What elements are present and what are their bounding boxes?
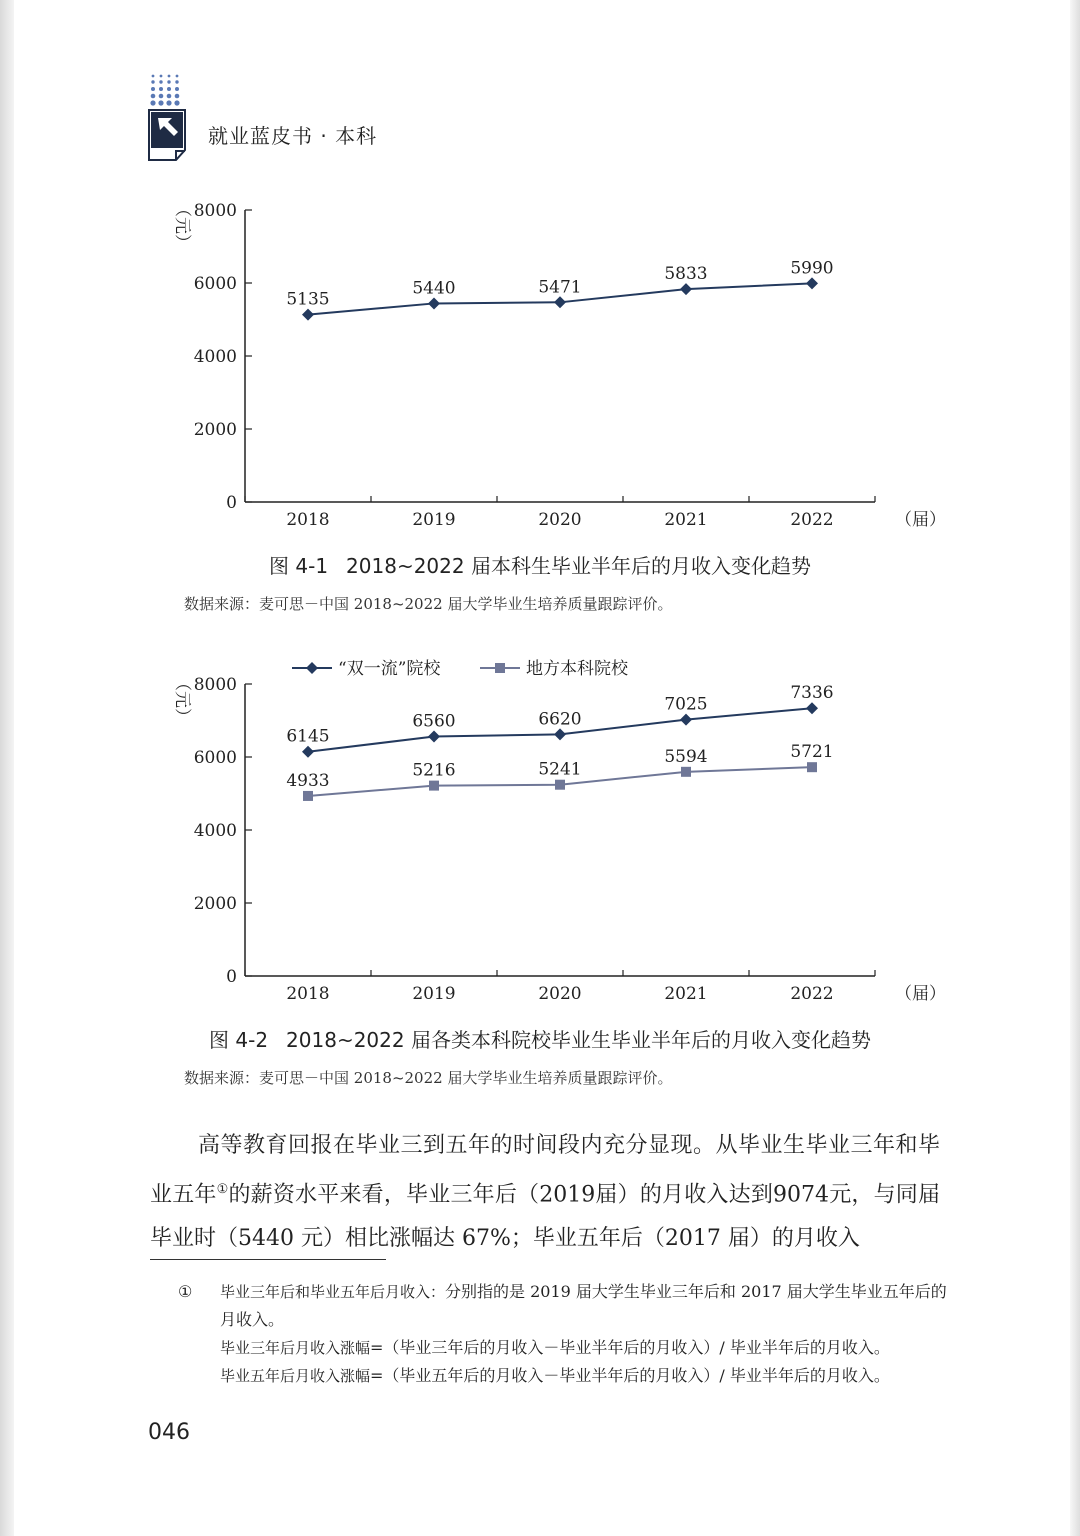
y-tick-label: 6000 (193, 274, 237, 294)
x-tick-label: 2018 (286, 984, 330, 1004)
y-tick-label: 0 (226, 967, 237, 987)
chart-monthly-income (0, 190, 1080, 530)
data-source: 数据来源：麦可思－中国 2018~2022 届大学毕业生培养质量跟踪评价。 (184, 1069, 673, 1087)
figure-caption (0, 550, 1080, 579)
legend-label: “双一流”院校 (338, 659, 441, 679)
data-point (303, 791, 313, 801)
data-label: 5216 (412, 760, 456, 781)
footnote-text: =（毕业五年后的月收入－毕业半年后的月收入）/ 毕业半年后的月收入。 (370, 1366, 890, 1385)
header-title: 就业蓝皮书 · 本科 (208, 124, 378, 148)
footnote-divider (150, 1259, 386, 1260)
data-point (555, 780, 565, 790)
y-unit-label: （元） (172, 674, 192, 725)
figure-number: 图 4-2 (209, 1028, 269, 1052)
book-logo-icon (146, 72, 192, 164)
footnote-text: =（毕业三年后的月收入－毕业半年后的月收入）/ 毕业半年后的月收入。 (370, 1338, 890, 1357)
x-tick-label: 2020 (538, 510, 582, 530)
data-label: 5594 (664, 746, 708, 767)
footnote-body (220, 1278, 958, 1390)
x-unit-label: （届） (895, 510, 946, 530)
y-tick-label: 2000 (193, 894, 237, 914)
figure-title: 2018~2022 届各类本科院校毕业生毕业半年后的月收入变化趋势 (286, 1028, 871, 1052)
line-chart-2 (0, 650, 1080, 1010)
x-tick-label: 2021 (664, 984, 708, 1004)
footnote-line (220, 1362, 958, 1390)
y-tick-label: 2000 (193, 420, 237, 440)
footnote-term: 毕业五年后月收入涨幅 (220, 1367, 371, 1385)
data-point (806, 277, 818, 289)
y-unit-label: （元） (172, 200, 192, 251)
data-label: 7336 (790, 683, 834, 704)
page-number: 046 (148, 1420, 190, 1445)
footnote-line (220, 1334, 958, 1362)
footnote-term: 毕业三年后和毕业五年后月收入： (220, 1283, 446, 1301)
y-tick-label: 0 (226, 493, 237, 513)
data-label: 4933 (286, 770, 330, 791)
data-point (681, 767, 691, 777)
footnote-line (220, 1278, 958, 1334)
paragraph-text: 的薪资水平来看，毕业三年后（2019届）的月收入达到9074元，与同届毕业时（5440 元）相比涨幅达 67%；毕业五年后（2017 届）的月收入 (150, 1182, 940, 1252)
paragraph-text: 高等教育回报在毕业三到五年的时间段内充分显现。从毕业生毕业三年和毕业五年 (150, 1133, 940, 1208)
data-point (554, 728, 566, 740)
data-point (680, 283, 692, 295)
legend-marker (495, 663, 505, 673)
y-tick-label: 8000 (193, 201, 237, 221)
chart-income-by-school-type (0, 650, 1080, 1010)
x-tick-label: 2018 (286, 510, 330, 530)
data-label: 7025 (664, 694, 708, 715)
data-label: 5990 (790, 258, 834, 279)
footnote-term: 毕业三年后月收入涨幅 (220, 1339, 371, 1357)
data-label: 5440 (412, 278, 456, 299)
data-point (806, 702, 818, 714)
x-tick-label: 2019 (412, 510, 456, 530)
y-tick-label: 4000 (193, 347, 237, 367)
y-tick-label: 4000 (193, 821, 237, 841)
figure-caption (0, 1024, 1080, 1053)
data-point (428, 731, 440, 743)
data-point (302, 746, 314, 758)
x-tick-label: 2022 (790, 984, 834, 1004)
data-label: 5471 (538, 277, 582, 298)
data-point (680, 714, 692, 726)
x-tick-label: 2022 (790, 510, 834, 530)
data-label: 6145 (286, 726, 330, 747)
x-tick-label: 2021 (664, 510, 708, 530)
data-point (554, 296, 566, 308)
data-label: 5241 (538, 759, 582, 780)
data-label: 6620 (538, 709, 582, 730)
x-tick-label: 2019 (412, 984, 456, 1004)
data-point (428, 297, 440, 309)
footnote-reference: ① (216, 1182, 229, 1197)
footnote-mark: ① (178, 1282, 193, 1301)
data-label: 6560 (412, 711, 456, 732)
data-point (302, 309, 314, 321)
footnote-text: 分别指的是 2019 届大学生毕业三年后和 2017 届大学生毕业五年后的月收入。 (220, 1282, 947, 1329)
body-paragraph (150, 1124, 940, 1261)
figure-title: 2018~2022 届本科生毕业半年后的月收入变化趋势 (346, 554, 811, 578)
data-label: 5135 (286, 289, 330, 310)
figure-number: 图 4-1 (269, 554, 329, 578)
y-tick-label: 6000 (193, 748, 237, 768)
x-tick-label: 2020 (538, 984, 582, 1004)
x-unit-label: （届） (895, 984, 946, 1004)
data-source: 数据来源：麦可思－中国 2018~2022 届大学毕业生培养质量跟踪评价。 (184, 595, 673, 613)
legend-label: 地方本科院校 (526, 659, 628, 679)
legend-marker (306, 662, 318, 674)
data-label: 5721 (790, 742, 834, 763)
data-point (429, 781, 439, 791)
line-chart-1 (0, 190, 1080, 530)
data-label: 5833 (664, 264, 708, 285)
y-tick-label: 8000 (193, 675, 237, 695)
data-point (807, 762, 817, 772)
footnote (178, 1278, 958, 1390)
